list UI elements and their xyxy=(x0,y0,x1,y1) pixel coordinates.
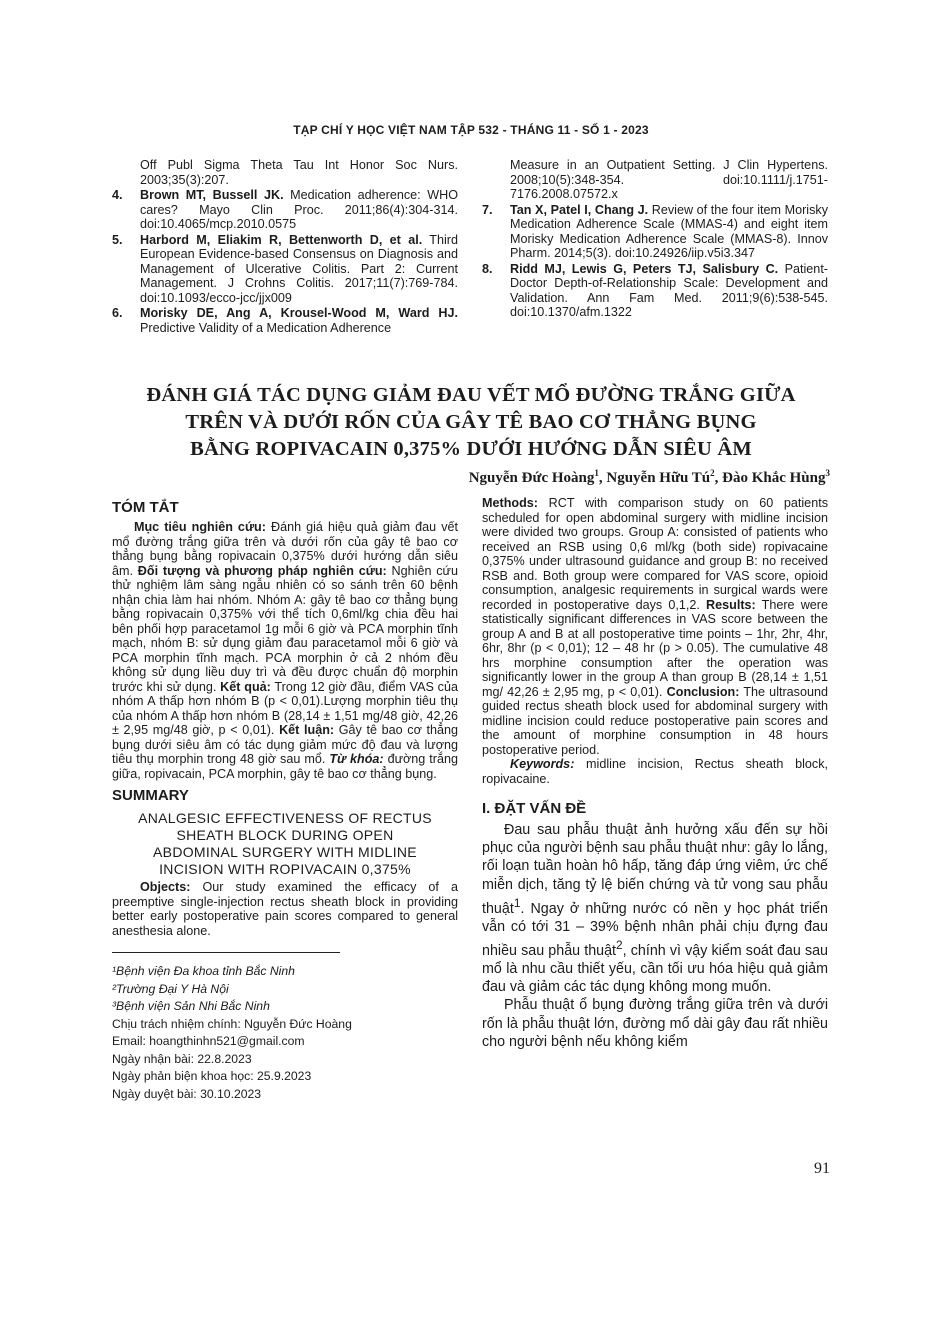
author-line: Nguyễn Đức Hoàng$^1$, Nguyễn Hữu $Tú^2$, Đào Khắc Hùng$^3$ xyxy=(468,468,830,486)
abstract-vi-body: Mục tiêu nghiên cứu: Đánh giá hiệu quả giảm đau vết mổ đường trắng giữa trên và dưới rốn của gây tê bao cơ thẳng bụng bằng ropivacain 0,375% dưới hướng dẫn siêu âm. Đối tượng và phương pháp nghiên cứu: Nghiên cứu thử nghiệm lâm sàng ngẫu nhiên có so sánh trên 60 bệnh nhận chia làm hai nhóm. Nhóm A: gây tê bao cơ thẳng bụng bằng ropivacain 0,375% với thể tích 0,6ml/kg chia đều hai bên phối hợp paracetamol 1g mỗi 6 giờ và PCA morphin tĩnh mạch, nhóm B: sử dụng giảm đau paracetamol mỗi 6 giờ và PCA morphin tĩnh mạch. PCA morphin ở cả 2 nhóm đều không sử dụng liều duy trì và đều được chuẩn độ morphin trước khi sử dụng. Kết quả: Trong 12 giờ đầu, điểm VAS của nhóm A thấp hơn nhóm B (p < 0,01).Lượng morphin tiêu thụ của nhóm A thấp hơn nhóm B (28,14 ± 1,51 mg/48 giờ, 42,26 ± 2,95 mg/48 giờ, p < 0,01). Kết luận: Gây tê bao cơ thẳng bụng dưới siêu âm có tác dụng giảm mức độ đau và lượng tiêu thụ morphin trong 48 giờ sau mổ. Từ khóa: đường trắng giữa, ropivacain, PCA morphin, gây tê bao cơ thẳng bụng. xyxy=(112,520,459,781)
article-title: ĐÁNH GIÁ TÁC DỤNG GIẢM ĐAU VẾT MỔ ĐƯỜNG TRẮNG GIỮA TRÊN VÀ DƯỚI RỐN CỦA GÂY TÊ BAO CƠ THẲNG BỤNG BẰNG ROPIVACAIN 0,375% DƯỚI HƯỚNG DẪN SIÊU ÂM xyxy=(146,384,796,460)
reference-item: 6. Morisky DE, Ang A, Krousel-Wood M, Ward HJ. Predictive Validity of a Medication Adherence xyxy=(112,306,458,335)
footnotes: ¹Bệnh viện Đa khoa tỉnh Bắc Ninh ²Trường Đại Y Hà Nội ³Bệnh viện Sản Nhi Bắc Ninh Chịu trách nhiệm chính: Nguyễn Đức Hoàng Email: hoangthinhn521@gmail.com Ngày nhận bài: 22.8.2023 Ngày phản biện khoa học: 25.9.2023 Ngày duyệt bài: 30.10.2023 xyxy=(112,964,352,1101)
summary-heading: SUMMARY xyxy=(112,787,189,804)
reference-item: 4. Brown MT, Bussell JK. Medication adherence: WHO cares? Mayo Clin Proc. 2011;86(4):304-314. doi:10.4065/mcp.2010.0575 xyxy=(112,188,458,231)
journal-header: TẠP CHÍ Y HỌC VIỆT NAM TẬP 532 - THÁNG 11 - SỐ 1 - 2023 xyxy=(293,123,649,137)
page-number: 91 xyxy=(814,1160,830,1177)
reference-continuation: Off Publ Sigma Theta Tau Int Honor Soc Nurs. 2003;35(3):207. xyxy=(140,158,458,187)
references-left xyxy=(112,158,458,336)
reference-item: 5. Harbord M, Eliakim R, Bettenworth D, et al. Third European Evidence-based Consensus on Diagnosis and Management of Ulcerative Colitis. Part 2: Current Management. J Crohns Colitis. 2017;11(7):769-784. doi:10.1093/ecco-jcc/jjx009 xyxy=(112,232,458,305)
summary-title: ANALGESIC EFFECTIVENESS OF RECTUS SHEATH BLOCK DURING OPEN ABDOMINAL SURGERY WITH MIDLINE INCISION WITH ROPIVACAIN 0,375% xyxy=(138,810,432,877)
right-column xyxy=(482,496,828,1051)
reference-continuation: Measure in an Outpatient Setting. J Clin Hypertens. 2008;10(5):348-354. doi:10.1111/j.1751-7176.2008.07572.x xyxy=(510,158,828,201)
summary-body-continued: Methods: RCT with comparison study on 60 patients scheduled for open abdominal surgery with midline incision were divided two groups. Group A: consisted of patients who received an RSB using 0,6 ml/kg (both side) ropivacaine 0,375% under ultrasound guidance and group B: no received RSB and. Both group were compared for VAS score, opioid consumption, analgesic requirements in surgical wards were recorded in postoperative days 0,1,2. Results: There were statistically significant differences in VAS score between the group A and B at all postoperative time points – 1hr, 2hr, 4hr, 6hr, 8hr (p < 0,01); 12 – 48 hr (p > 0.05). The cumulative 48 hrs morphine consumption after the operation was significantly lower in the group A than group B (28,14 ± 1,51 mg/ 42,26 ± 2,95 mg, p < 0,01). Conclusion: The ultrasound guided rectus sheath block used for abdominal surgery with midline incision could reduce postoperative pain scores and the amount of morphine consumption in 48 hours postoperative period. xyxy=(482,496,829,757)
footnote-rule xyxy=(112,952,340,953)
abstract-heading: TÓM TẮT xyxy=(112,499,179,516)
left-column xyxy=(112,499,458,1103)
summary-body-start: Objects: Our study examined the efficacy of a preemptive single-injection rectus sheath block in providing better early postoperative pain scores compared to general anesthesia alone. xyxy=(112,880,458,938)
keywords-en: Keywords: midline incision, Rectus sheath block, ropivacaine. xyxy=(482,757,828,786)
references-right xyxy=(482,158,828,321)
reference-item: 7. Tan X, Patel I, Chang J. Review of the four item Morisky Medication Adherence Scale (MMAS-4) and eight item Morisky Medication Adherence Scale (MMAS-8). Innov Pharm. 2014;5(3). doi:10.24926/iip.v5i3.347 xyxy=(482,202,828,260)
intro-body: Đau sau phẫu thuật ảnh hưởng xấu đến sự hồi phục của người bệnh sau phẫu thuật như: gây lo lắng, rối loạn tuần hoàn hô hấp, tăng đáp ứng viêm, ức chế miễn dịch, tăng tỷ lệ biến chứng và tử vong sau phẫu thuật$^1$. Ngay ở những nước có nền y học phát triển vẫn có tới 31 – 39% bệnh nhân phải chịu đựng đau nhiều sau phẫu thuật$^2$, chính vì vậy kiểm soát đau sau mổ là nhu cầu thiết yếu, cần tối ưu hóa hiệu quả giảm đau và giảm các tác dụng không mong muốn. Phẫu thuật ổ bụng đường trắng giữa trên và dưới rốn là phẫu thuật lớn, đường mổ dài gây đau rất nhiều cho người bệnh nếu không kiểm xyxy=(482,822,828,1050)
intro-heading: I. ĐẶT VẤN ĐỀ xyxy=(482,800,587,817)
reference-item: 8. Ridd MJ, Lewis G, Peters TJ, Salisbury C. Patient-Doctor Depth-of-Relationship Scale: Development and Validation. Ann Fam Med. 2011;9(6):538-545. doi:10.1370/afm.1322 xyxy=(482,261,829,319)
